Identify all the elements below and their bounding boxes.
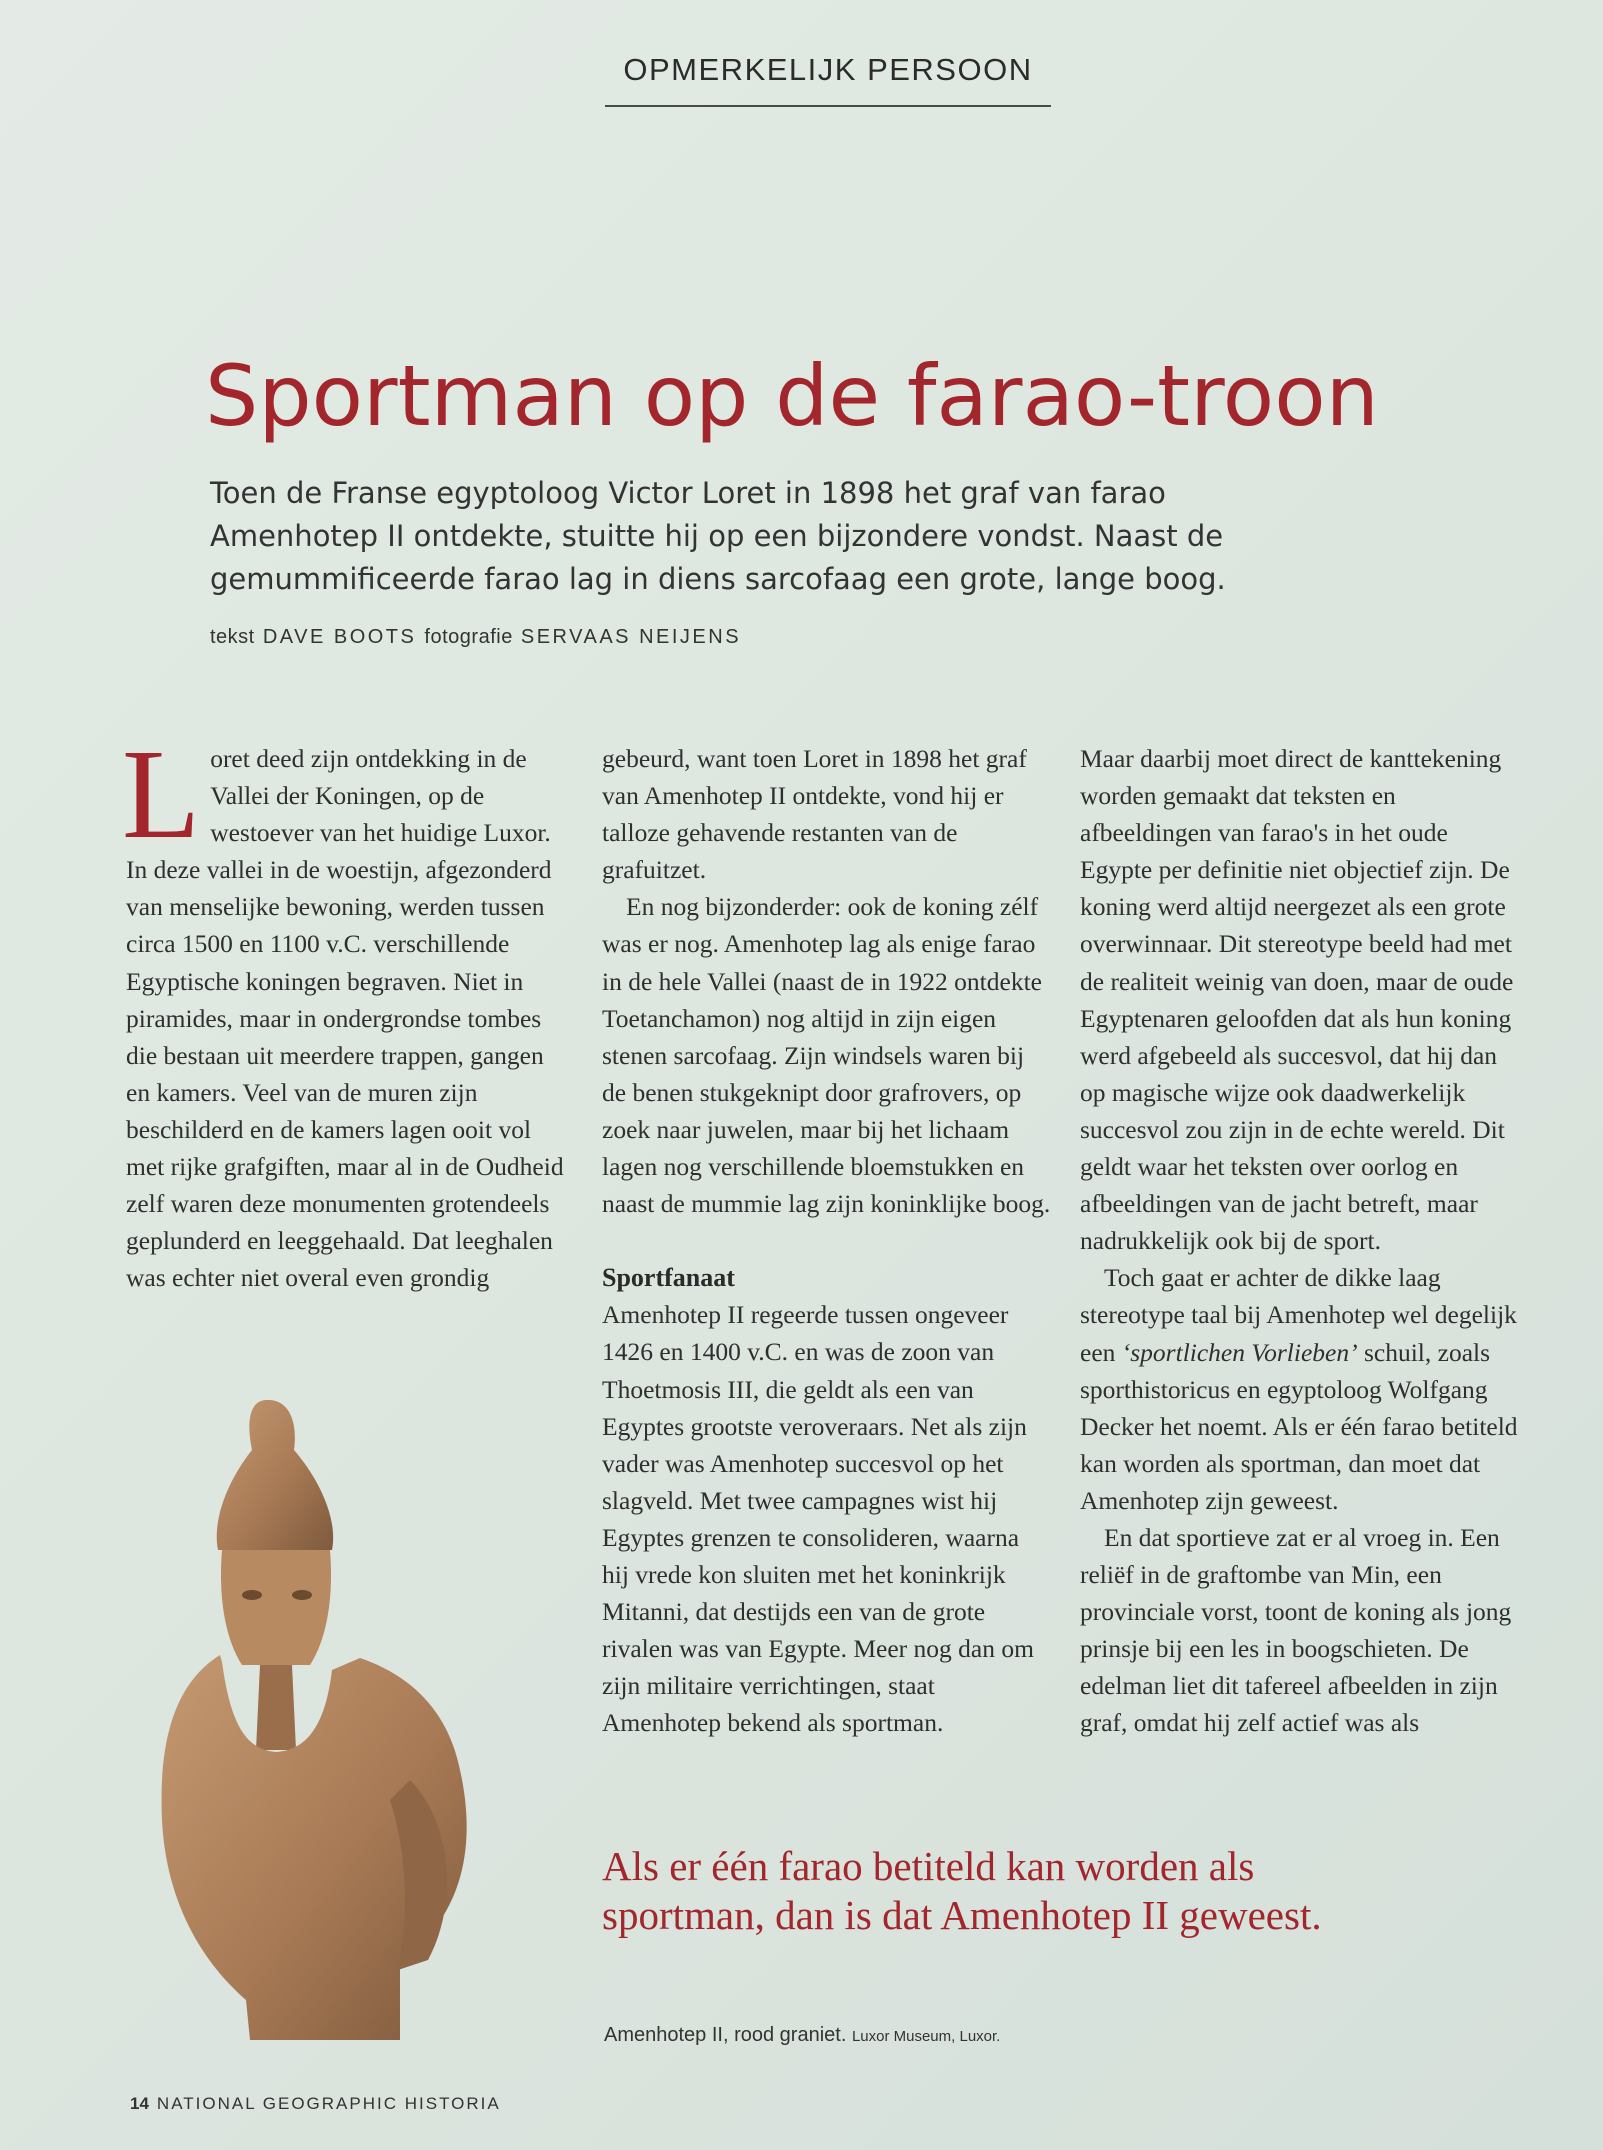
statue-image [160, 1400, 520, 2040]
column-2-paragraph-2: En nog bijzonderder: ook de koning zélf was er nog. Amenhotep lag als enige farao in de hele Vallei (naast de in 1922 ontdekte Toetanchamon) nog altijd in zijn eigen stenen sarcofaag. Zijn windsels waren bij de benen stukgeknipt door grafrovers, op zoek naar juwelen, maar bij het lichaam lagen nog verschillende bloemstukken en naast de mummie lag zijn koninklijke boog. [602, 892, 1051, 1219]
column-2-paragraph-1: gebeurd, want toen Loret in 1898 het graf van Amenhotep II ontdekte, vond hij er talloze gehavende restanten van de grafuitzet. [602, 744, 1027, 885]
pull-quote: Als er één farao betiteld kan worden als sportman, dan is dat Amenhotep II geweest. [602, 1843, 1322, 1938]
statue-beard [256, 1665, 296, 1750]
credit-author: DAVE BOOTS [262, 626, 417, 648]
drop-cap: L [122, 723, 201, 865]
section-rule [605, 105, 1051, 107]
statue-face [221, 1550, 331, 1665]
quoted-phrase: ‘sportlichen Vorlieben’ [1121, 1337, 1358, 1367]
column-1-text: oret deed zijn ontdekking in de Vallei der Koningen, op de westoever van het huidige Luxor. In deze vallei in de woestijn, afgezonderd van menselijke bewoning, werden tussen circa 1500 en 1100 v.C. verschillende Egyptische koningen begraven. Niet in piramides, maar in ondergrondse tombes die bestaan uit meerdere trappen, gangen en kamers. Veel van de muren zijn beschilderd en de kamers lagen ooit vol met rijke grafgiften, maar al in de Oudheid zelf waren deze monumenten grotendeels geplunderd en leeggehaald. Dat leeghalen was echter niet overal even grondig [126, 744, 564, 1293]
column-3-paragraph-2 [1080, 1259, 1525, 1519]
column-2 [602, 740, 1052, 1741]
publication-name: NATIONAL GEOGRAPHIC HISTORIA [156, 2094, 501, 2113]
statue-eye-left [242, 1590, 262, 1600]
column-1-paragraph [122, 723, 566, 1296]
caption-source: Luxor Museum, Luxor. [851, 2028, 1001, 2045]
article-title: Sportman op de farao-troon [205, 347, 1379, 445]
statue-crown [217, 1400, 333, 1550]
page-number: 14 [130, 2094, 149, 2113]
article-lede: Toen de Franse egyptoloog Victor Loret in 1898 het graf van farao Amenhotep II ontdekte, stuitte hij op een bijzondere vondst. Naast de gemummificeerde farao lag in diens sarcofaag een grote, lange boog. [210, 476, 1226, 596]
column-3-text-a: Toch gaat er achter de dikke laag stereotype taal bij Amenhotep wel degelijk een [1080, 1263, 1517, 1367]
credits [210, 626, 741, 649]
section-label: OPMERKELIJK PERSOON [623, 52, 1033, 87]
column-2-paragraph-3: Amenhotep II regeerde tussen ongeveer 1426 en 1400 v.C. en was de zoon van Thoetmosis III, die geldt als een van Egyptes grootste veroveraars. Net als zijn vader was Amenhotep succesvol op het slagveld. Met twee campagnes wist hij Egyptes grenzen te consolideren, waarna hij vrede kon sluiten met het koninkrijk Mitanni, dat destijds een van de grote rivalen was van Egypte. Meer nog dan om zijn militaire verrichtingen, staat Amenhotep bekend als sportman. [602, 1300, 1034, 1738]
image-caption [604, 2024, 1000, 2047]
credit-photographer: SERVAAS NEIJENS [520, 626, 742, 648]
column-3 [1080, 740, 1525, 1742]
subhead: Sportfanaat [602, 1263, 735, 1293]
caption-main: Amenhotep II, rood graniet. [604, 2024, 847, 2046]
column-3-text-b: schuil, zoals sporthistoricus en egyptoloog Wolfgang Decker het noemt. Als er één farao betiteld kan worden als sportman, dan moet dat Amenhotep zijn geweest. [1080, 1337, 1518, 1515]
folio [130, 2094, 501, 2114]
credit-text-role: tekst [210, 626, 255, 648]
column-3-paragraph-3: En dat sportieve zat er al vroeg in. Een reliëf in de graftombe van Min, een provinciale vorst, toont de koning als jong prinsje bij een les in boogschieten. De edelman liet dit tafereel afbeelden in zijn graf, omdat hij zelf actief was als [1080, 1522, 1512, 1738]
column-3-paragraph-1: Maar daarbij moet direct de kanttekening worden gemaakt dat teksten en afbeeldingen van farao's in het oude Egypte per definitie niet objectief zijn. De koning werd altijd neergezet als een grote overwinnaar. Dit stereotype beeld had met de realiteit weinig van doen, maar de oude Egyptenaren geloofden dat als hun koning werd afgebeeld als succesvol, dat hij dan op magische wijze ook daadwerkelijk succesvol zou zijn in de echte wereld. Dit geldt waar het teksten over oorlog en afbeeldingen van de jacht betreft, maar nadrukkelijk ook bij de sport. [1080, 744, 1514, 1256]
credit-photo-role: fotografie [424, 626, 513, 648]
column-1 [122, 723, 566, 1296]
statue-eye-right [292, 1590, 312, 1600]
